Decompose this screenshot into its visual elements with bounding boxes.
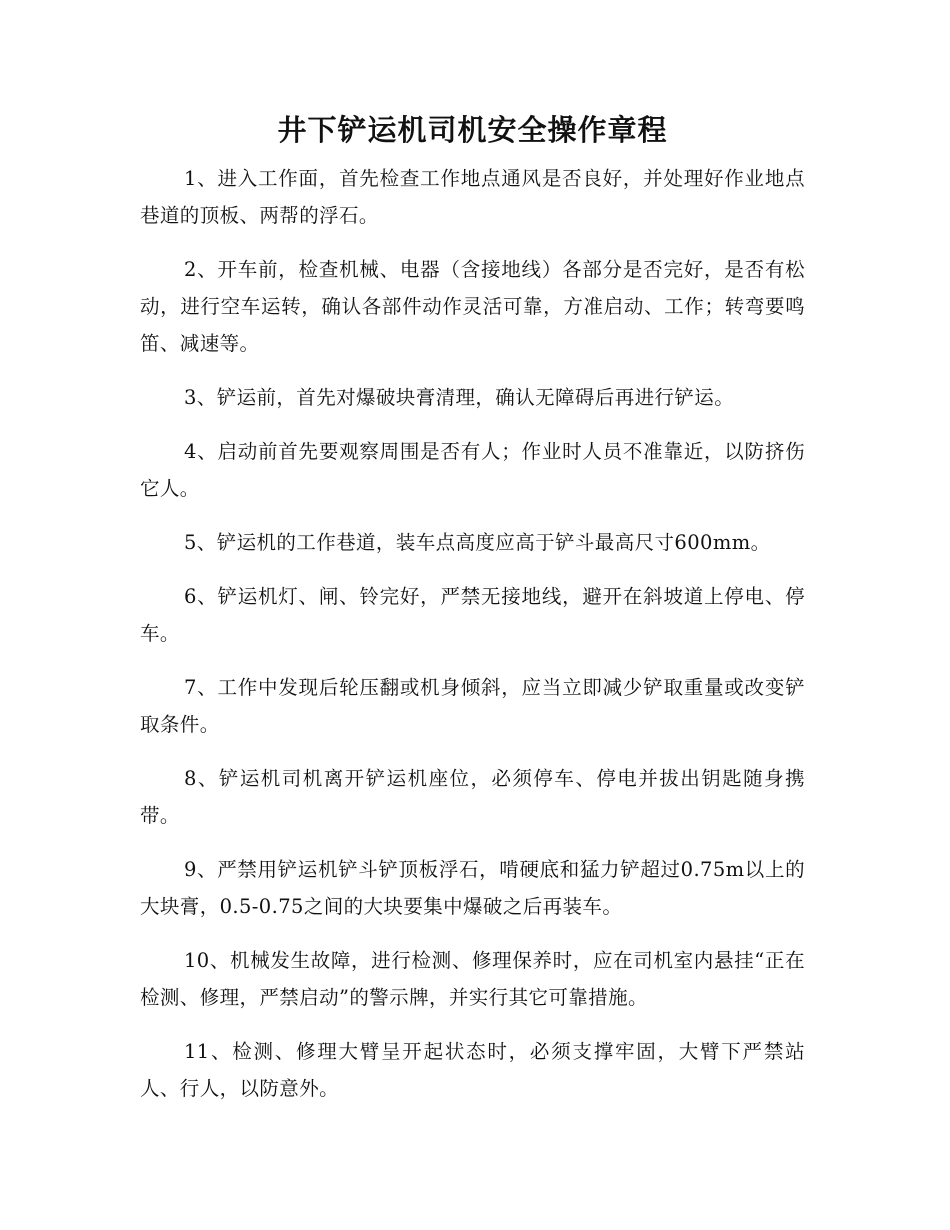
paragraph-5: 5、铲运机的工作巷道，装车点高度应高于铲斗最高尺寸600mm。	[184, 531, 771, 554]
paragraph-10: 10、机械发生故障，进行检测、修理保养时，应在司机室内悬挂“正在检测、修理，严禁启动”的警示牌，并实行其它可靠措施。	[140, 949, 805, 1009]
document-title: 井下铲运机司机安全操作章程	[277, 113, 668, 147]
paragraph-7: 7、工作中发现后轮压翻或机身倾斜，应当立即减少铲取重量或改变铲取条件。	[140, 676, 805, 736]
paragraph-9: 9、严禁用铲运机铲斗铲顶板浮石，啃硬底和猛力铲超过0.75m以上的大块膏，0.5-0.75之间的大块要集中爆破之后再装车。	[140, 858, 805, 918]
paragraph-1: 1、进入工作面，首先检查工作地点通风是否良好，并处理好作业地点巷道的顶板、两帮的浮石。	[140, 167, 805, 227]
paragraph-2: 2、开车前，检查机械、电器（含接地线）各部分是否完好，是否有松动，进行空车运转，确认各部件动作灵活可靠，方准启动、工作；转弯要鸣笛、减速等。	[140, 258, 805, 355]
paragraph-6: 6、铲运机灯、闸、铃完好，严禁无接地线，避开在斜坡道上停电、停车。	[140, 585, 805, 645]
document-page	[140, 108, 805, 1124]
paragraph-3: 3、铲运前，首先对爆破块膏清理，确认无障碍后再进行铲运。	[184, 386, 735, 409]
paragraph-4: 4、启动前首先要观察周围是否有人；作业时人员不准靠近，以防挤伤它人。	[140, 440, 805, 500]
paragraph-8: 8、铲运机司机离开铲运机座位，必须停车、停电并拔出钥匙随身携带。	[140, 767, 805, 827]
paragraph-11: 11、检测、修理大臂呈开起状态时，必须支撑牢固，大臂下严禁站人、行人，以防意外。	[140, 1040, 805, 1100]
